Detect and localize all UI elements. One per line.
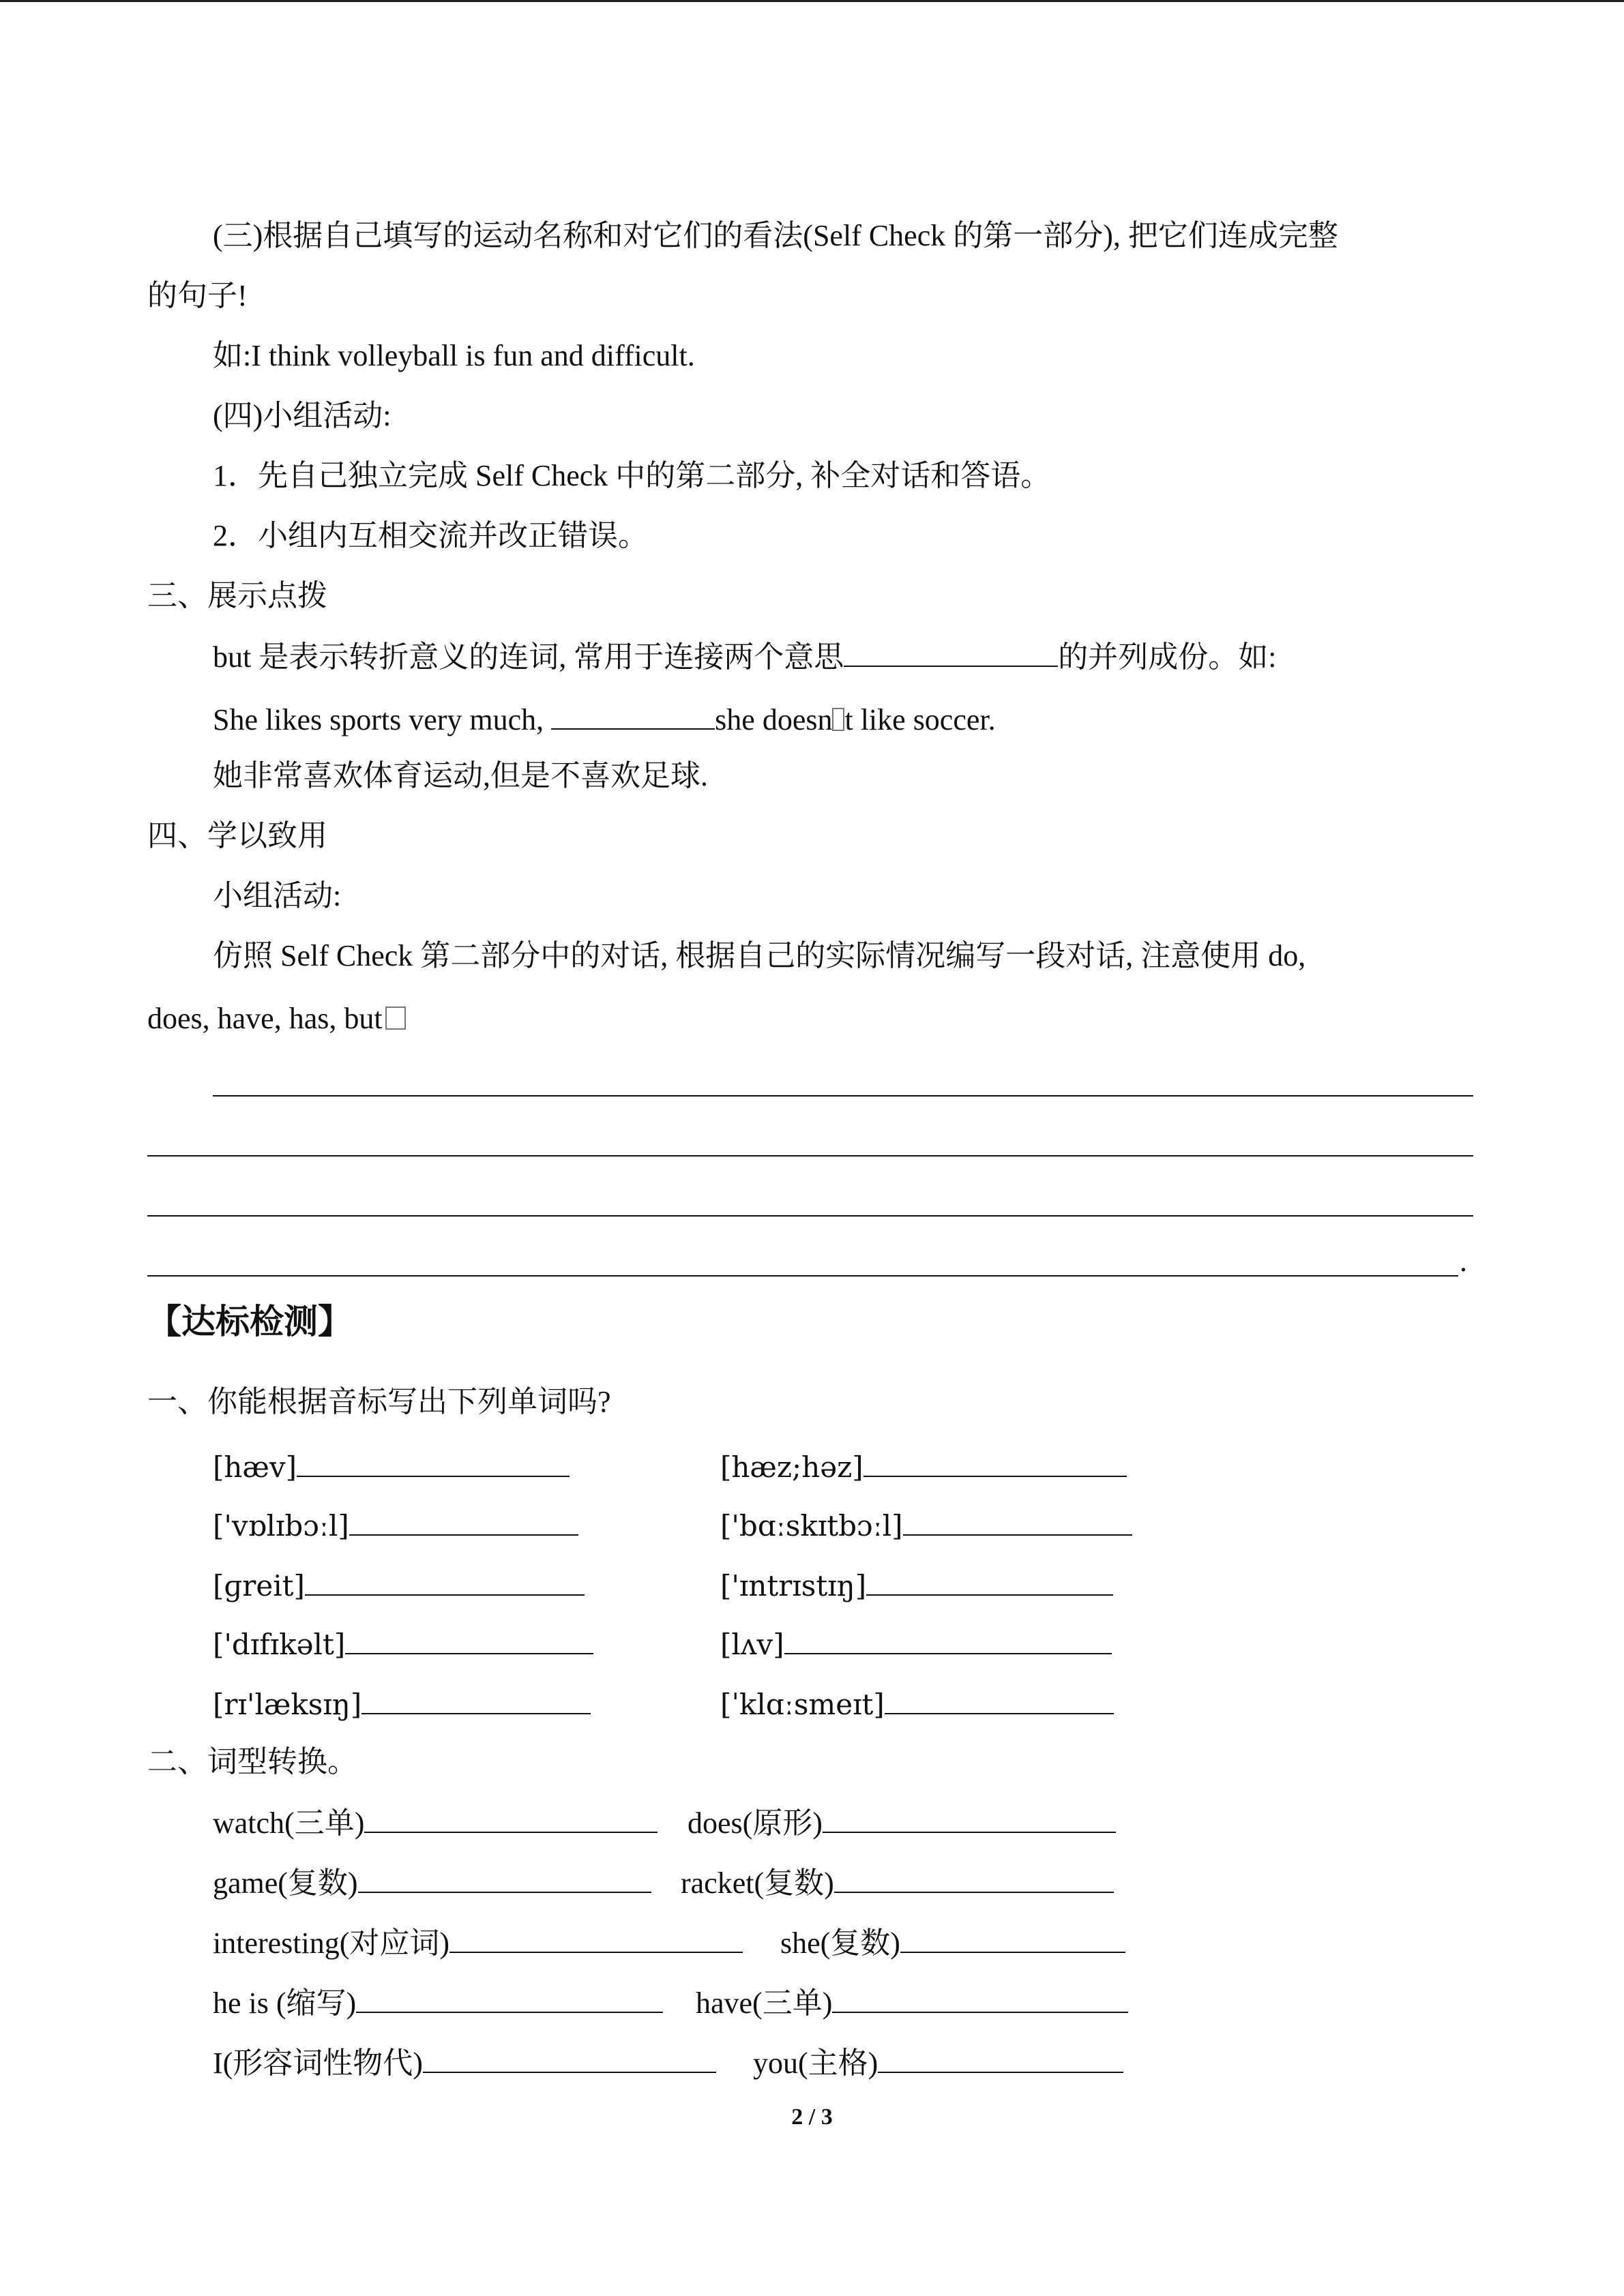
phonetics-question-title: 一、你能根据音标写出下列单词吗? — [147, 1385, 611, 1418]
answer-blank[interactable] — [885, 1683, 1114, 1714]
answer-blank[interactable] — [345, 1623, 593, 1654]
word-form-item — [696, 1982, 1128, 2024]
word-form-item — [213, 1922, 743, 1964]
but-example-part2: she doesn — [715, 703, 833, 736]
dialogue-writing-line-1[interactable] — [213, 1095, 1473, 1097]
test-heading: 【达标检测】 — [147, 1302, 352, 1341]
example-sentence: 如:I think volleyball is fun and difficult. — [213, 339, 695, 372]
answer-blank[interactable] — [866, 1564, 1113, 1596]
word-form-prompt: does(原形) — [688, 1806, 823, 1840]
dialogue-writing-line-2[interactable] — [147, 1155, 1473, 1157]
answer-blank[interactable] — [349, 1504, 578, 1536]
word-form-prompt: have(三单) — [696, 1986, 833, 2020]
but-explanation-part2: 的并列成份。如: — [1058, 640, 1277, 674]
phonetic-item — [720, 1564, 1113, 1607]
display-section-title: 三、展示点拨 — [147, 579, 327, 612]
word-form-prompt: I(形容词性物代) — [213, 2046, 423, 2080]
apply-instruction-line2 — [147, 998, 406, 1039]
answer-blank[interactable] — [358, 1862, 651, 1893]
word-form-question-title: 二、词型转换。 — [147, 1745, 357, 1778]
phonetic-item — [213, 1504, 578, 1547]
phonetic-item — [213, 1683, 591, 1725]
but-example-blank[interactable] — [551, 698, 715, 730]
word-form-prompt: interesting(对应词) — [213, 1926, 450, 1960]
but-example-translation: 她非常喜欢体育运动,但是不喜欢足球. — [213, 759, 708, 792]
word-form-item — [780, 1922, 1125, 1964]
dialogue-writing-line-3[interactable] — [147, 1215, 1473, 1217]
phonetic-item — [213, 1623, 593, 1665]
phonetic-text: ['ɪntrɪstɪŋ] — [720, 1569, 867, 1602]
word-form-prompt: racket(复数) — [681, 1866, 834, 1900]
answer-blank[interactable] — [361, 1683, 591, 1714]
word-form-prompt: game(复数) — [213, 1866, 358, 1900]
word-form-prompt: watch(三单) — [213, 1806, 365, 1840]
phonetic-text: [hæz;həz] — [720, 1450, 863, 1484]
phonetic-item — [213, 1446, 570, 1488]
instruction-3-line1: (三)根据自己填写的运动名称和对它们的看法(Self Check 的第一部分), 把它们连成完整 — [213, 219, 1338, 252]
word-form-item — [681, 1862, 1114, 1904]
phonetic-item — [720, 1446, 1127, 1488]
answer-blank[interactable] — [834, 1862, 1114, 1893]
but-explanation-part1: but 是表示转折意义的连词, 常用于连接两个意思 — [213, 640, 844, 674]
answer-blank[interactable] — [364, 1802, 658, 1833]
group-step-1: 1．先自己独立完成 Self Check 中的第二部分, 补全对话和答语。 — [213, 459, 1051, 492]
phonetic-item — [720, 1623, 1112, 1665]
answer-blank[interactable] — [297, 1446, 570, 1477]
answer-blank[interactable] — [784, 1623, 1112, 1654]
phonetic-text: ['dɪfɪkəlt] — [213, 1628, 346, 1661]
answer-blank[interactable] — [903, 1504, 1132, 1536]
missing-glyph-box — [832, 708, 844, 731]
answer-blank[interactable] — [878, 2042, 1123, 2073]
answer-blank[interactable] — [356, 1982, 663, 2013]
phonetic-text: [ɡreit] — [213, 1569, 305, 1602]
word-form-item — [213, 1982, 663, 2024]
apply-group-activity: 小组活动: — [213, 879, 342, 912]
answer-blank[interactable] — [305, 1564, 585, 1596]
word-form-prompt: you(主格) — [753, 2046, 879, 2080]
phonetic-item — [720, 1504, 1132, 1547]
phonetic-item — [720, 1683, 1114, 1725]
phonetic-item — [213, 1564, 585, 1607]
dialogue-writing-line-4[interactable] — [147, 1275, 1458, 1277]
word-form-item — [688, 1802, 1116, 1844]
phonetic-text: [hæv] — [213, 1450, 297, 1484]
page-number: 2 / 3 — [791, 2104, 833, 2130]
word-form-prompt: she(复数) — [780, 1926, 900, 1960]
word-form-item — [213, 1862, 651, 1904]
answer-blank[interactable] — [900, 1922, 1125, 1953]
phonetic-text: ['bɑːskɪtbɔːl] — [720, 1509, 903, 1542]
instruction-3-line2: 的句子! — [147, 279, 248, 312]
but-explanation — [213, 636, 1276, 678]
apply-instruction-line1: 仿照 Self Check 第二部分中的对话, 根据自己的实际情况编写一段对话, 注意使用 do, — [213, 939, 1306, 972]
but-example-part3: t like soccer. — [844, 703, 996, 736]
but-example-sentence — [213, 698, 996, 741]
group-step-2: 2．小组内互相交流并改正错误。 — [213, 519, 648, 552]
answer-blank[interactable] — [449, 1922, 743, 1953]
word-form-prompt: he is (缩写) — [213, 1986, 357, 2020]
word-form-item — [213, 1802, 658, 1844]
but-meaning-blank[interactable] — [844, 636, 1058, 667]
apply-instruction-words: does, have, has, but — [147, 1002, 383, 1035]
answer-blank[interactable] — [863, 1446, 1127, 1477]
phonetic-text: [rɪ'læksɪŋ] — [213, 1688, 362, 1721]
phonetic-text: [lʌv] — [720, 1628, 784, 1661]
group-activity-title: (四)小组活动: — [213, 399, 392, 432]
apply-section-title: 四、学以致用 — [147, 819, 327, 852]
answer-blank[interactable] — [832, 1982, 1128, 2013]
word-form-item — [213, 2042, 716, 2084]
phonetic-text: ['vɒlɪbɔːl] — [213, 1509, 349, 1542]
word-form-item — [753, 2042, 1123, 2084]
phonetic-text: [ˈklɑːsmeɪt] — [720, 1688, 885, 1721]
missing-glyph-box — [385, 1007, 406, 1030]
answer-blank[interactable] — [423, 2042, 716, 2073]
answer-blank[interactable] — [823, 1802, 1116, 1833]
dialogue-end-period: . — [1460, 1244, 1467, 1278]
but-example-part1: She likes sports very much, — [213, 703, 552, 736]
